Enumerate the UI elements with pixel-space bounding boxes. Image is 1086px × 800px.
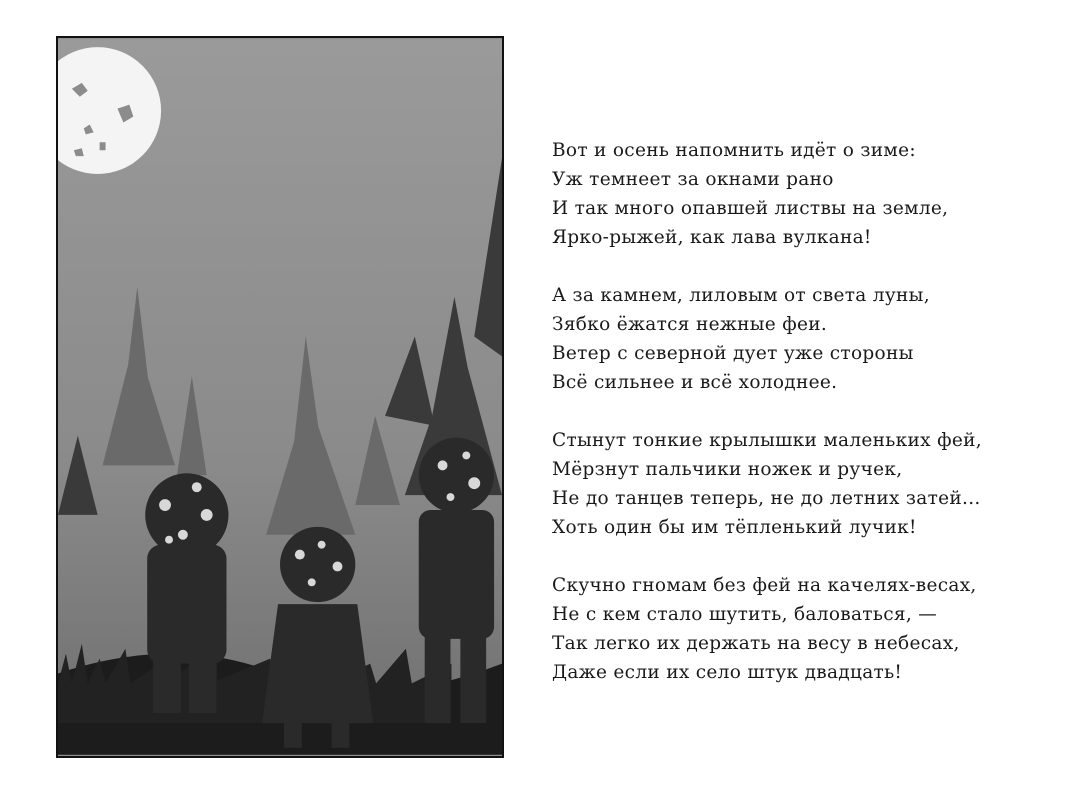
poem-line: Уж темнеет за окнами рано <box>552 169 834 190</box>
poem-line: А за камнем, лиловым от света луны, <box>552 285 930 306</box>
poem-line: Ветер с северной дует уже стороны <box>552 343 914 364</box>
poem-text <box>552 136 1072 716</box>
poem-line: Вот и осень напомнить идёт о зиме: <box>552 140 916 161</box>
poem-line: Мёрзнут пальчики ножек и ручек, <box>552 459 903 480</box>
poem-line: Не до танцев теперь, не до летних затей... <box>552 488 981 509</box>
poem-line: Ярко-рыжей, как лава вулкана! <box>552 227 872 248</box>
poem-line: И так много опавшей листвы на земле, <box>552 198 949 219</box>
poem-line: Не с кем стало шутить, баловаться, — <box>552 604 937 625</box>
poem-line: Зябко ёжатся нежные феи. <box>552 314 828 335</box>
stanza-4 <box>552 571 1072 687</box>
poem-line: Хоть один бы им тёпленький лучик! <box>552 517 917 538</box>
stanza-2 <box>552 281 1072 397</box>
poem-line: Всё сильнее и всё холоднее. <box>552 372 838 393</box>
poem-line: Даже если их село штук двадцать! <box>552 662 903 683</box>
stanza-3 <box>552 426 1072 542</box>
stanza-1 <box>552 136 1072 252</box>
night-forest-illustration <box>56 36 504 758</box>
poem-line: Стынут тонкие крылышки маленьких фей, <box>552 430 982 451</box>
poem-line: Так легко их держать на весу в небесах, <box>552 633 960 654</box>
illustration-canvas <box>58 38 502 756</box>
poem-line: Скучно гномам без фей на качелях-весах, <box>552 575 977 596</box>
